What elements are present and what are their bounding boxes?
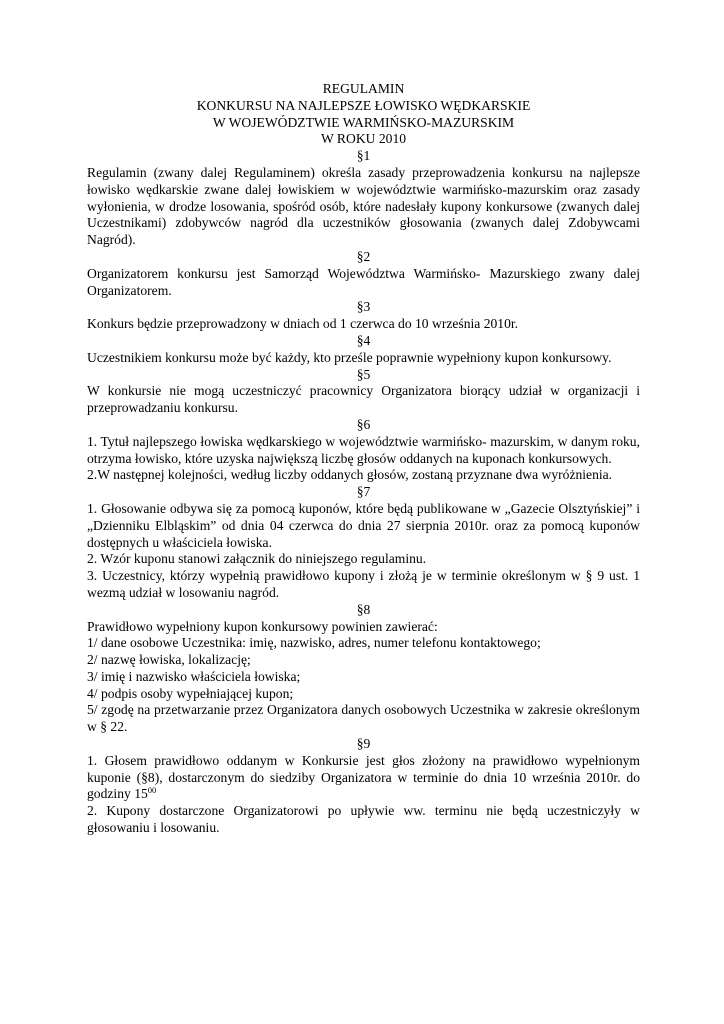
section-4-text: Uczestnikiem konkursu może być każdy, kto prześle poprawnie wypełniony kupon konkursowy. [87, 349, 612, 365]
section-6-point-1: 1. Tytuł najlepszego łowiska wędkarskiego w województwie warmińsko- mazurskim, w danym roku, otrzyma łowisko, które uzyska największą liczbę głosów oddanych na kuponach konkursowych. [87, 433, 640, 466]
title-line: REGULAMIN [322, 81, 405, 96]
section-5-text: W konkursie nie mogą uczestniczyć pracownicy Organizatora biorący udział w organizacji i przeprowadzaniu konkursu. [87, 383, 640, 416]
section-2-text: Organizatorem konkursu jest Samorząd Województwa Warmińsko- Mazurskiego zwany dalej Organizatorem. [87, 265, 640, 298]
section-8-item: 2/ nazwę łowiska, lokalizację; [87, 652, 251, 668]
title-line: W ROKU 2010 [320, 131, 407, 147]
section-heading-8: §8 [356, 601, 371, 617]
section-heading-7: §7 [356, 484, 371, 500]
section-7-point-1: 1. Głosowanie odbywa się za pomocą kuponów, które będą publikowane w „Gazecie Olsztyńskiej” i „Dzienniku Elbląskim” od dnia 04 czerwca do dnia 27 sierpnia 2010r. oraz za pomocą kuponów dostępnych u właściciela łowiska. [87, 500, 640, 550]
section-heading-2: §2 [356, 248, 371, 264]
section-7-point-3: 3. Uczestnicy, którzy wypełnią prawidłowo kupony i złożą je w terminie określonym w § 9 ust. 1 wezmą udział w losowaniu nagród. [87, 568, 640, 600]
section-1-text: Regulamin (zwany dalej Regulaminem) określa zasady przeprowadzenia konkursu na najlepsze łowisko wędkarskie zwane dalej łowiskiem w województwie warmińsko-mazurskim oraz zasady wyłonienia, w drodze losowania, spośród osób, które nadesłały kupony konkursowe (zwanych dalej Uczestnikami) zdobywców nagród dla uczestników głosowania (zwanych dalej Zdobywcami Nagród). [87, 164, 640, 248]
section-6-point-2: 2.W następnej kolejności, według liczby oddanych głosów, zostaną przyznane dwa wyróżnienia. [87, 467, 613, 483]
section-8-intro: Prawidłowo wypełniony kupon konkursowy powinien zawierać: [87, 618, 438, 634]
section-8-item: 1/ dane osobowe Uczestnika: imię, nazwisko, adres, numer telefonu kontaktowego; [87, 635, 541, 651]
section-heading-3: §3 [356, 299, 371, 315]
regulation-document [87, 81, 640, 837]
section-9-point-1-text: 1. Głosem prawidłowo oddanym w Konkursie jest głos złożony na prawidłowo wypełnionym kuponie (§8), dostarczonym do siedziby Organizatora w terminie do dnia 10 września 2010r. do godziny 15 [87, 752, 640, 802]
section-heading-9: §9 [356, 736, 371, 752]
section-8-item: 4/ podpis osoby wypełniającej kupon; [87, 685, 294, 701]
section-heading-5: §5 [356, 366, 371, 382]
section-heading-6: §6 [356, 416, 371, 432]
section-9-point-2: 2. Kupony dostarczone Organizatorowi po upływie ww. terminu nie będą uczestniczyły w głosowaniu i losowaniu. [87, 803, 640, 836]
section-8-item: 3/ imię i nazwisko właściciela łowiska; [87, 668, 301, 684]
hour-superscript: 00 [147, 785, 157, 796]
section-heading-4: §4 [356, 332, 371, 348]
section-3-text: Konkurs będzie przeprowadzony w dniach od 1 czerwca do 10 września 2010r. [87, 316, 519, 332]
section-7-point-2: 2. Wzór kuponu stanowi załącznik do niniejszego regulaminu. [87, 551, 427, 567]
section-8-item: 5/ zgodę na przetwarzanie przez Organizatora danych osobowych Uczestnika w zakresie określonym w § 22. [87, 702, 640, 735]
section-heading-1: §1 [356, 148, 371, 164]
title-line: W WOJEWÓDZTWIE WARMIŃSKO-MAZURSKIM [212, 114, 515, 130]
document-title [87, 81, 640, 148]
section-9-point-1 [87, 753, 640, 803]
title-line: KONKURSU NA NAJLEPSZE ŁOWISKO WĘDKARSKIE [196, 97, 531, 113]
